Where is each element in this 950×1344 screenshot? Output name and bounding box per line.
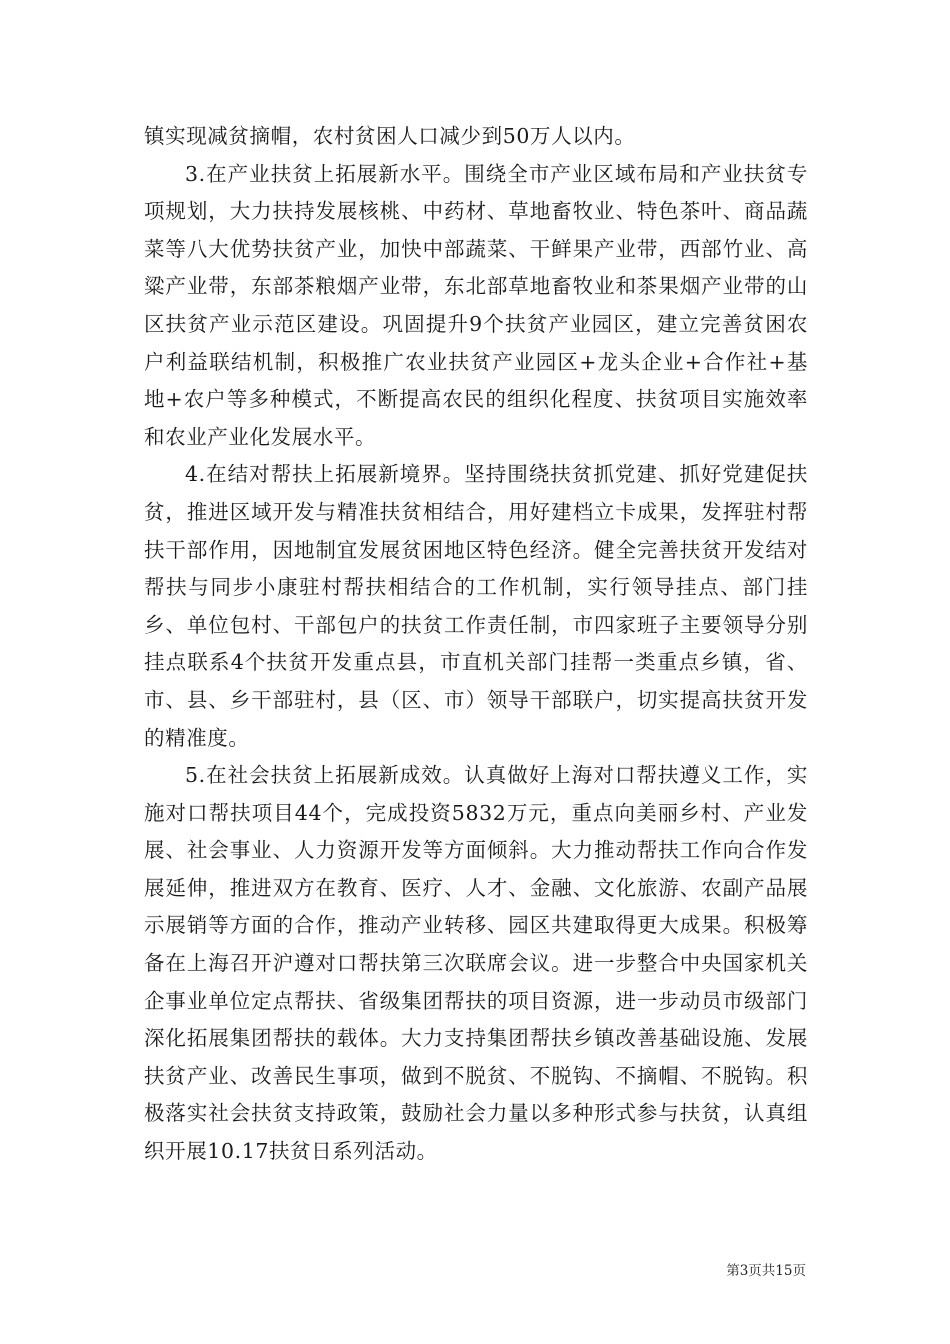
page-number-footer: 第3页共15页 [726, 1263, 806, 1279]
paragraph-industry-poverty: 3.在产业扶贫上拓展新水平。围绕全市产业区域布局和产业扶贫专项规划，大力扶持发展核桃、中药材、草地畜牧业、特色茶叶、商品蔬菜等八大优势扶贫产业，加快中部蔬菜、干鲜果产业带，西部竹业、高粱产业带，东部茶粮烟产业带，东北部草地畜牧业和茶果烟产业带的山区扶贫产业示范区建设。巩固提升9个扶贫产业园区，建立完善贫困农户利益联结机制，积极推广农业扶贫产业园区+龙头企业+合作社+基地+农户等多种模式，不断提高农民的组织化程度、扶贫项目实施效率和农业产业化发展水平。 [144, 161, 808, 449]
paragraph-continuation: 镇实现减贫摘帽，农村贫困人口减少到50万人以内。 [144, 124, 636, 148]
document-body [144, 118, 808, 1171]
paragraph-social-poverty: 5.在社会扶贫上拓展新成效。认真做好上海对口帮扶遵义工作，实施对口帮扶项目44个，完成投资5832万元，重点向美丽乡村、产业发展、社会事业、人力资源开发等方面倾斜。大力推动帮扶工作向合作发展延伸，推进双方在教育、医疗、人才、金融、文化旅游、农副产品展示展销等方面的合作，推动产业转移、园区共建取得更大成果。积极筹备在上海召开沪遵对口帮扶第三次联席会议。进一步整合中央国家机关企事业单位定点帮扶、省级集团帮扶的项目资源，进一步动员市级部门深化拓展集团帮扶的载体。大力支持集团帮扶乡镇改善基础设施、发展扶贫产业、改善民生事项，做到不脱贫、不脱钩、不摘帽、不脱钩。积极落实社会扶贫支持政策，鼓励社会力量以多种形式参与扶贫，认真组织开展10.17扶贫日系列活动。 [144, 763, 808, 1164]
paragraph-paired-assistance: 4.在结对帮扶上拓展新境界。坚持围绕扶贫抓党建、抓好党建促扶贫，推进区域开发与精准扶贫相结合，用好建档立卡成果，发挥驻村帮扶干部作用，因地制宜发展贫困地区特色经济。健全完善扶贫开发结对帮扶与同步小康驻村帮扶相结合的工作机制，实行领导挂点、部门挂乡、单位包村、干部包户的扶贫工作责任制，市四家班子主要领导分别挂点联系4个扶贫开发重点县，市直机关部门挂帮一类重点乡镇，省、市、县、乡干部驻村，县（区、市）领导干部联户，切实提高扶贫开发的精准度。 [144, 462, 808, 750]
